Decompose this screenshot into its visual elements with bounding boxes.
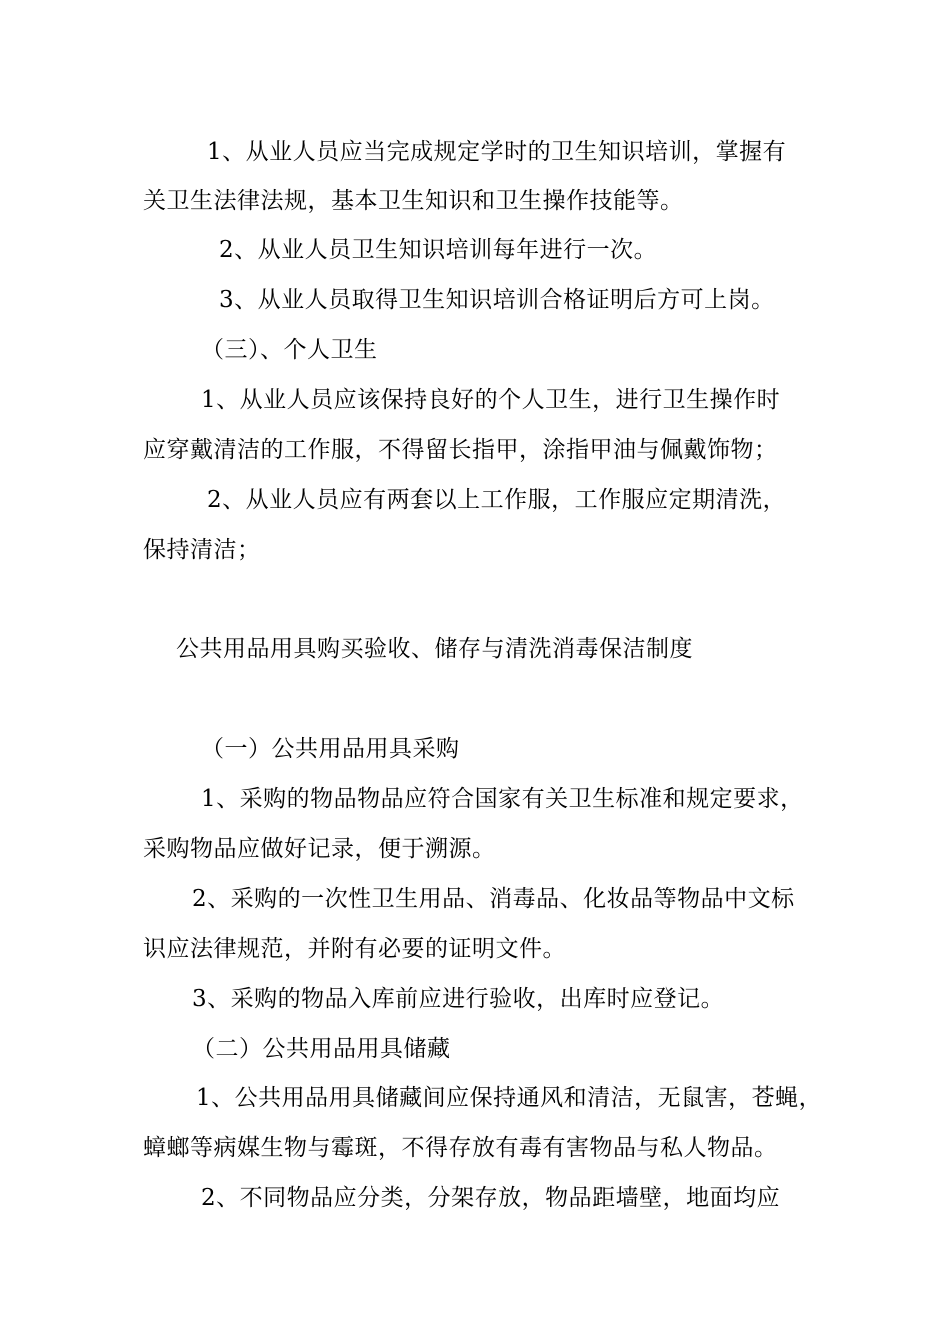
paragraph-line: 1、从业人员应当完成规定学时的卫生知识培训，掌握有 bbox=[207, 139, 787, 165]
paragraph-line: 3、从业人员取得卫生知识培训合格证明后方可上岗。 bbox=[219, 287, 775, 313]
document-title: 公共用品用具购买验收、储存与清洗消毒保洁制度 bbox=[176, 636, 693, 662]
section-heading: （一）公共用品用具采购 bbox=[201, 736, 460, 762]
paragraph-line: 2、采购的一次性卫生用品、消毒品、化妆品等物品中文标 bbox=[192, 886, 795, 912]
paragraph-line: 1、从业人员应该保持良好的个人卫生，进行卫生操作时 bbox=[201, 387, 781, 413]
paragraph-line: 识应法律规范，并附有必要的证明文件。 bbox=[143, 936, 566, 962]
paragraph-line: 采购物品应做好记录，便于溯源。 bbox=[143, 836, 496, 862]
paragraph-line: 保持清洁； bbox=[143, 537, 261, 563]
paragraph-line: 应穿戴清洁的工作服，不得留长指甲，涂指甲油与佩戴饰物； bbox=[143, 437, 778, 463]
paragraph-line: 2、从业人员卫生知识培训每年进行一次。 bbox=[219, 237, 658, 263]
paragraph-line: 1、采购的物品物品应符合国家有关卫生标准和规定要求， bbox=[201, 786, 804, 812]
paragraph-line: 关卫生法律法规，基本卫生知识和卫生操作技能等。 bbox=[143, 188, 684, 214]
paragraph-line: 2、从业人员应有两套以上工作服，工作服应定期清洗， bbox=[207, 487, 787, 513]
paragraph-line: 蟑螂等病媒生物与霉斑，不得存放有毒有害物品与私人物品。 bbox=[143, 1135, 778, 1161]
section-heading: （三）、个人卫生 bbox=[201, 337, 378, 363]
paragraph-line: 3、采购的物品入库前应进行验收，出库时应登记。 bbox=[192, 986, 725, 1012]
section-heading: （二）公共用品用具储藏 bbox=[192, 1036, 451, 1062]
paragraph-line: 1、公共用品用具储藏间应保持通风和清洁，无鼠害，苍蝇， bbox=[196, 1085, 823, 1111]
paragraph-line: 2、不同物品应分类，分架存放，物品距墙壁，地面均应 bbox=[201, 1185, 781, 1211]
